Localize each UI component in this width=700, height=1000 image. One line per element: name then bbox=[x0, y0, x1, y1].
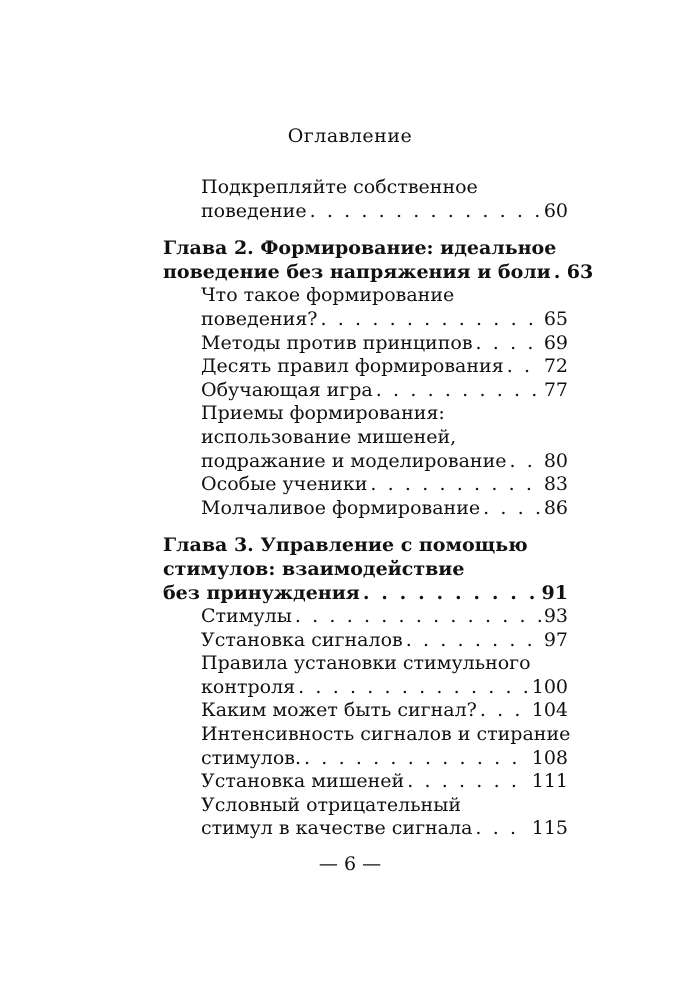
toc-entry[interactable] bbox=[163, 794, 568, 841]
leader-dots bbox=[407, 770, 529, 794]
toc-page-number: 104 bbox=[531, 699, 568, 722]
toc-entry-title: Молчаливое формирование bbox=[201, 496, 481, 519]
toc-entry-title: Приемы формирования: bbox=[201, 402, 445, 425]
leader-dots bbox=[510, 450, 541, 474]
toc-entry-title: контроля bbox=[201, 675, 296, 698]
toc-entry[interactable] bbox=[163, 176, 568, 223]
leader-dots bbox=[480, 699, 529, 723]
table-of-contents bbox=[163, 176, 594, 841]
toc-chapter[interactable] bbox=[163, 237, 594, 284]
toc-entry[interactable] bbox=[163, 699, 568, 723]
leader-dots bbox=[507, 355, 541, 379]
toc-entry-title: Методы против принципов bbox=[201, 331, 473, 354]
toc-entry[interactable] bbox=[163, 629, 568, 653]
toc-entry[interactable] bbox=[163, 723, 571, 770]
toc-entry-title: Стимулы bbox=[201, 605, 292, 628]
toc-entry-title: Подкрепляйте собственное bbox=[201, 176, 478, 198]
toc-entry-title: подражание и моделирование bbox=[201, 449, 507, 472]
toc-entry-title: поведение bbox=[201, 199, 307, 222]
toc-page-number: 65 bbox=[543, 307, 568, 330]
leader-dots bbox=[475, 817, 528, 841]
toc-entry-title: Особые ученики bbox=[201, 473, 368, 496]
chapter-title: поведение без напряжения и боли bbox=[163, 260, 551, 283]
chapter-title: без принуждения bbox=[163, 581, 360, 604]
leader-dots bbox=[476, 332, 541, 356]
leader-dots bbox=[554, 261, 564, 285]
leader-dots bbox=[406, 629, 541, 653]
toc-entry[interactable] bbox=[163, 284, 568, 331]
leader-dots bbox=[376, 379, 541, 403]
leader-dots bbox=[363, 582, 539, 606]
toc-entry[interactable] bbox=[163, 770, 568, 794]
leader-dots bbox=[321, 308, 541, 332]
toc-entry[interactable] bbox=[163, 379, 568, 403]
toc-page-number: 60 bbox=[543, 199, 568, 222]
chapter-title: стимулов: взаимодействие bbox=[163, 557, 465, 580]
toc-entry-title: использование мишеней, bbox=[201, 425, 457, 448]
toc-page-number: 93 bbox=[543, 605, 568, 628]
leader-dots bbox=[310, 200, 541, 224]
page-number: — 6 — bbox=[318, 853, 382, 875]
toc-page-number: 80 bbox=[543, 449, 568, 472]
toc-entry[interactable] bbox=[163, 473, 568, 497]
toc-page-number: 100 bbox=[531, 675, 568, 698]
leader-dots bbox=[304, 747, 529, 771]
toc-entry-title: Что такое формирование bbox=[201, 284, 455, 307]
toc-entry-title: стимул в качестве сигнала bbox=[201, 817, 473, 840]
toc-entry-title: Обучающая игра bbox=[201, 378, 373, 401]
toc-entry[interactable] bbox=[163, 652, 568, 699]
toc-entry[interactable] bbox=[163, 332, 568, 356]
toc-entry[interactable] bbox=[163, 355, 568, 379]
toc-entry-title: Установка сигналов bbox=[201, 628, 403, 651]
toc-entry-title: Установка мишеней bbox=[201, 770, 405, 793]
toc-page-number: 83 bbox=[543, 473, 568, 496]
toc-page-number: 108 bbox=[531, 746, 568, 769]
toc-chapter[interactable] bbox=[163, 534, 568, 605]
leader-dots bbox=[370, 473, 540, 497]
toc-entry-title: Каким может быть сигнал? bbox=[201, 699, 477, 722]
toc-entry-title: Интенсивность сигналов и стирание bbox=[201, 723, 571, 746]
leader-dots bbox=[295, 605, 541, 629]
leader-dots bbox=[483, 497, 541, 521]
toc-page-number: 91 bbox=[541, 581, 568, 604]
toc-entry[interactable] bbox=[163, 497, 568, 521]
toc-page-number: 111 bbox=[531, 770, 568, 793]
chapter-title: Глава 2. Формирование: идеальное bbox=[163, 237, 557, 260]
toc-page-number: 77 bbox=[543, 378, 568, 401]
toc-page-number: 86 bbox=[543, 496, 568, 519]
toc-heading: Оглавление bbox=[287, 125, 413, 147]
toc-page-number: 72 bbox=[543, 355, 568, 378]
toc-page-number: 69 bbox=[543, 331, 568, 354]
toc-entry-title: Десять правил формирования bbox=[201, 355, 504, 378]
toc-entry-title: Условный отрицательный bbox=[201, 793, 462, 816]
toc-page-number: 115 bbox=[531, 817, 568, 840]
toc-entry[interactable] bbox=[163, 605, 568, 629]
toc-entry-title: поведения? bbox=[201, 307, 318, 330]
toc-page-number: 97 bbox=[543, 628, 568, 651]
toc-entry-title: Правила установки стимульного bbox=[201, 652, 531, 675]
toc-entry-title: стимулов. bbox=[201, 746, 302, 769]
toc-entry[interactable] bbox=[163, 402, 568, 473]
chapter-title: Глава 3. Управление с помощью bbox=[163, 534, 528, 557]
leader-dots bbox=[298, 676, 529, 700]
toc-page-number: 63 bbox=[566, 260, 594, 283]
